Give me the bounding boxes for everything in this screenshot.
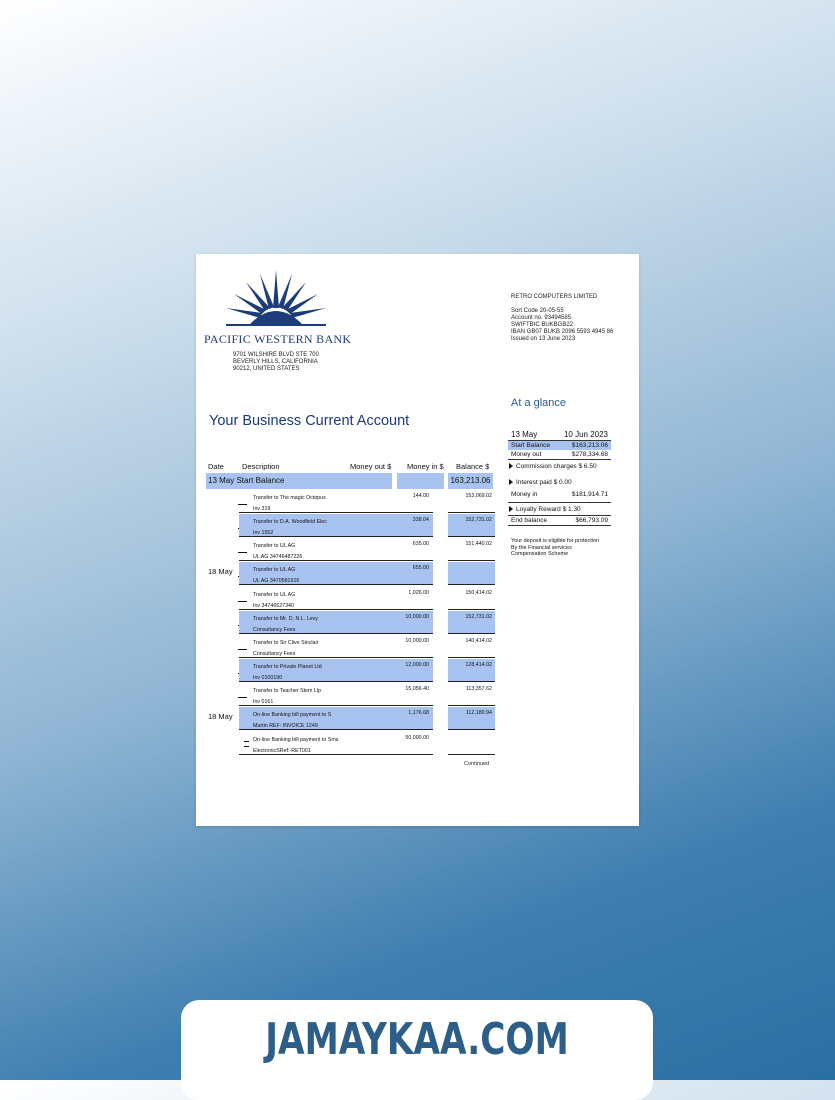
row-description [239,611,393,634]
footer-brand: JAMAYKAA.COM [265,1014,569,1065]
glance-money-out [508,450,611,460]
description-line: Transfer to The magic Octopus [253,495,326,501]
description-line: UL AG 34746487226 [253,553,303,560]
description-line: Inv 0100190 [253,674,283,681]
header-money-out: Money out $ [350,462,392,471]
note-line: By the Financial services [511,544,572,551]
header-balance: Balance $ [456,462,490,471]
row-balance: 153,069.02 [448,490,495,513]
table-row [239,635,492,658]
row-description [239,538,393,561]
glance-interest [508,476,611,488]
value: $163,213.06 [571,442,608,449]
account-number: Account no. 93494585 [511,315,572,321]
label: Money in [511,491,538,498]
label: Money out [511,451,542,458]
description-line: Transfer to UL AG [253,567,296,573]
glance-money-in [508,488,611,503]
description-line: On-line Banking bill payment to Sms [253,737,339,743]
value: $66,793.09 [575,517,608,524]
value: $181,914.71 [571,491,608,498]
row-description [239,635,393,658]
glance-loyalty [508,503,611,515]
table-header [208,461,492,473]
description-line: Inv 1552 [253,529,274,536]
row-money-out: 10,000.00 [393,635,433,658]
customer-name: RETRO COMPUTERS LIMITED [511,294,598,300]
row-money-out: 12,000.00 [393,659,433,682]
text: Loyalty Reward $ 1.30 [516,505,581,513]
glance-date-to: 10 Jun 2023 [563,430,608,439]
start-balance-label: 13 May Start Balance [206,473,392,489]
start-balance-row [206,473,492,489]
label: Start Balance [511,442,551,449]
row-description [239,732,393,755]
description-line: Transfer to UL AG [253,543,296,549]
statement-title: Your Business Current Account [209,413,410,429]
description-line: Transfer to UL AG [253,592,296,598]
footer-banner [181,1000,653,1100]
iban: IBAN GB07 BUKB 2096 5593 4945 86 [511,329,614,335]
table-row [239,514,492,537]
row-balance: 113,357.62 [448,683,495,706]
glance-date-from: 13 May [511,430,538,439]
description-line: UL AG 3470581916 [253,577,300,584]
row-money-out: 1,026.00 [393,587,433,610]
table-row [239,659,492,682]
row-description [239,490,393,513]
description-line: Martin REF: INVOICE 1249 [253,722,318,729]
description-line: Inv 319 [253,505,271,512]
table-row [239,707,492,730]
table-row [239,683,492,706]
description-line: On-line Banking bill payment to S [253,712,332,718]
bank-address-line: 90212, UNITED STATES [233,366,300,372]
row-money-out: 144.00 [393,490,433,513]
row-balance: 140,414.02 [448,635,495,658]
header-money-in: Money in $ [407,462,444,471]
description-line: Transfer to Private Planet Ltd [253,664,322,670]
row-description [239,707,393,730]
triangle-bullet-icon [509,506,513,512]
sort-code: Sort Code 20-05-55 [511,308,564,314]
text: Interest paid $ 0.00 [516,478,572,486]
glance-period [508,430,611,441]
row-description [239,514,393,537]
description-line: Consultancy Fees [253,626,296,633]
description-line: Transfer to D.A. Woodfield Elec [253,519,327,525]
bank-address-line: 9701 WILSHIRE BLVD STE 700 [233,352,319,358]
glance-title: At a glance [511,397,567,409]
text: Commission charges $ 6.50 [516,462,597,470]
row-balance: 152,731.02 [448,514,495,537]
description-line: ElectronicSRef:-RET001 [253,747,311,754]
row-description [239,683,393,706]
bank-statement-page [196,254,639,826]
bank-address-line: BEVERLY HILLS, CALIFORNIA [233,359,318,365]
triangle-bullet-icon [509,479,513,485]
row-description [239,659,393,682]
row-money-out: 10,000.00 [393,611,433,634]
glance-commission [508,460,611,472]
table-row [239,562,492,585]
description-line: Transfer to Sir Clive Sinclair [253,640,319,646]
continued-label: Continued [464,761,490,767]
note-line: Your deposit is eligible for protection [511,538,600,544]
row-balance: 128,414.02 [448,659,495,682]
row-description [239,562,393,585]
bank-address [233,352,319,373]
header-description: Description [242,462,280,471]
row-balance: 112,180.94 [448,707,495,730]
glance-summary [508,430,611,558]
start-balance-money-in [397,473,444,489]
label: End balance [511,517,548,524]
start-balance-value: 163,213.06 [448,473,493,489]
row-balance: 150,414.02 [448,587,495,610]
header-date: Date [208,462,224,471]
table-row [239,587,492,610]
row-money-out: 15,056.40 [393,683,433,706]
row-balance [448,562,495,585]
date-label: 18 May [208,567,233,576]
value: $278,334.68 [571,451,608,458]
date-label: 18 May [208,712,233,721]
note-line: Compensation Scheme [511,551,569,557]
row-description [239,587,393,610]
description-line: Transfer to Teacher Stem Llp [253,688,322,694]
table-row [239,538,492,561]
row-balance: 151,440.02 [448,538,495,561]
row-money-out: 50,000.00 [393,732,433,755]
row-money-out: 338.04 [393,514,433,537]
description-line: Inv 0161 [253,698,274,705]
row-money-out: 655.00 [393,562,433,585]
row-balance [448,732,495,755]
row-balance: 152,731.02 [448,611,495,634]
customer-details [511,294,636,343]
table-row [239,611,492,634]
row-money-out: 1,176.68 [393,707,433,730]
table-row [239,732,492,755]
protection-note [508,538,611,558]
bank-sunburst-logo-icon [216,268,336,330]
row-money-out: 635.00 [393,538,433,561]
issued-date: Issued on 13 June 2023 [511,336,576,342]
glance-end-balance [508,515,611,526]
description-line: Consultancy Fees [253,650,296,657]
description-line: Inv 34746527340 [253,602,294,609]
triangle-bullet-icon [509,463,513,469]
table-row [239,490,492,513]
swift-code: SWIFTBIC BUKBGB22 [511,322,574,328]
bank-name: PACIFIC WESTERN BANK [204,332,352,346]
glance-start-balance [508,441,611,450]
description-line: Transfer to Mr. D. N.L. Levy [253,616,318,622]
